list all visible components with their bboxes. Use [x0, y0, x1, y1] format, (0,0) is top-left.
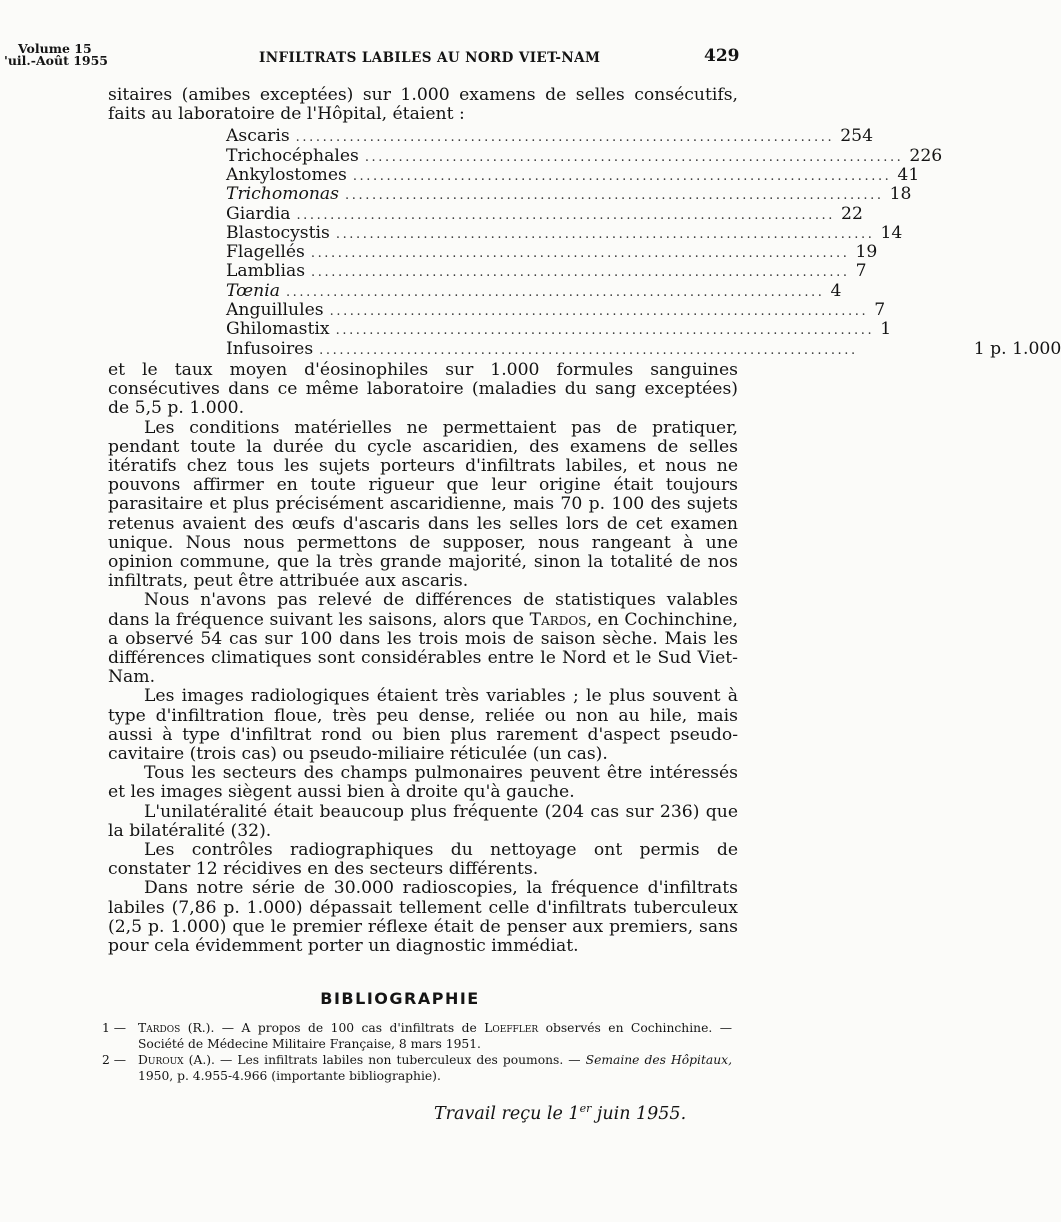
bib-name2: Loeffler — [484, 1021, 539, 1035]
paragraph-images: Les images radiologiques étaient très variables ; le plus souvent à type d'infiltration floue, très peu dense, reliée ou non au hile, mais aussi à type d'infiltrat rond ou bien plus rarement d'aspect pseudo-cavitaire (trois cas) ou pseudo-miliaire réticulée (un cas). — [108, 686, 738, 765]
leader-dots: ................................................................................ — [296, 207, 836, 223]
parasite-row — [226, 184, 912, 205]
parasite-count: 4 — [830, 280, 842, 301]
leader-dots: ................................................................................ — [311, 265, 850, 281]
bib-rest: 1950, p. 4.955-4.966 (importante bibliographie). — [138, 1069, 441, 1083]
leader-dots: ................................................................................ — [352, 169, 892, 184]
parasite-name: Trichomonas — [226, 184, 340, 205]
parasite-row — [226, 338, 1061, 359]
parasite-count: 7 — [855, 261, 867, 282]
paragraph-saisons — [108, 591, 738, 687]
bib-author: Tardos — [138, 1021, 181, 1035]
bib-initial: (A.). — Les infiltrats labiles non tuberculeux des poumons. — — [183, 1053, 586, 1067]
paragraph-eosinophiles: et le taux moyen d'éosinophiles sur 1.000 formules sanguines consécutives dans ce même laboratoire (maladies du sang exceptées) de 5,5 p. 1.000. — [108, 359, 738, 419]
season-author: Tardos — [529, 609, 587, 630]
parasite-row — [226, 203, 863, 224]
parasite-name: Blastocystis — [226, 222, 330, 243]
parasite-name: Trichocéphales — [226, 145, 359, 166]
bib-journal: Semaine des Hôpitaux, — [585, 1053, 732, 1067]
parasite-count: 254 — [840, 126, 874, 147]
bib-number: 1 — — [102, 1021, 127, 1035]
received-text: Travail reçu le 1 — [434, 1103, 580, 1124]
season-text-after: , en Cochinchine, a observé 54 cas sur 100 dans les trois mois de saison sèche. — [108, 609, 738, 649]
parasite-row — [226, 242, 878, 263]
article-body — [108, 85, 1061, 957]
running-title: INFILTRATS LABILES AU NORD VIET-NAM — [259, 50, 601, 66]
parasite-row — [226, 261, 867, 282]
parasite-row — [226, 300, 886, 321]
paragraph-controles: Les contrôles radiographiques du nettoyage ont permis de constater 12 récidives en des secteurs différents. — [108, 840, 738, 880]
leader-dots: ................................................................................ — [335, 226, 875, 242]
parasite-count: 18 — [889, 184, 912, 205]
parasite-name: Flagellés — [226, 242, 305, 263]
parasite-name: Giardia — [226, 203, 291, 224]
bibliography-title: BIBLIOGRAPHIE — [320, 989, 480, 1008]
leader-dots: ................................................................................ — [335, 323, 875, 339]
parasite-name: Ankylostomes — [226, 165, 347, 185]
parasite-name: Lamblias — [226, 261, 306, 282]
parasite-row — [226, 280, 842, 301]
bibliography-entry — [102, 1020, 732, 1052]
parasite-count: 19 — [855, 242, 878, 263]
bib-initial: (R.). — A propos de 100 cas d'infiltrats de — [180, 1021, 485, 1035]
leader-dots: ................................................................................ — [295, 130, 835, 146]
leader-dots: ................................................................................ — [345, 188, 884, 204]
parasite-row — [226, 126, 874, 147]
leader-dots: ................................................................................ — [319, 342, 858, 358]
leader-dots: ................................................................................ — [310, 246, 850, 262]
received-superscript: er — [579, 1102, 592, 1115]
parasite-count: 41 — [897, 165, 920, 185]
bib-author: Duroux — [138, 1053, 184, 1067]
paragraph-serie: Dans notre série de 30.000 radioscopies, la fréquence d'infiltrats labiles (7,86 p. 1.000) dépassait tellement celle d'infiltrats tuberculeux (2,5 p. 1.000) que le premier réflexe était de penser aux premiers, sans pour cela évidemment porter un diagnostic immédiat. — [108, 878, 738, 957]
volume-number: Volume 15 — [18, 41, 92, 56]
parasite-name: Infusoires — [226, 338, 314, 359]
leader-dots: ................................................................................ — [364, 149, 904, 165]
received-date-text: juin 1955. — [591, 1103, 687, 1124]
parasite-row — [226, 222, 903, 243]
parasite-count: 22 — [841, 203, 863, 224]
parasite-name: Ascaris — [226, 126, 290, 147]
parasite-count: 1 p. 1.000 — [973, 338, 1061, 359]
season-text-before: Nous n'avons pas relevé de différences de statistiques valables dans la fréquence suivant les saisons, alors que — [108, 590, 738, 630]
page-number: 429 — [704, 46, 740, 66]
bib-text — [138, 1052, 732, 1084]
season-text-climat: Mais les différences climatiques sont considérables entre le Nord et le Sud Viet-Nam. — [108, 628, 738, 688]
intro-paragraph: sitaires (amibes exceptées) sur 1.000 examens de selles consécutifs, faits au laboratoire de l'Hôpital, étaient : — [108, 85, 738, 125]
parasite-count: 226 — [909, 145, 943, 166]
parasite-row — [226, 319, 892, 340]
bib-number: 2 — — [102, 1053, 127, 1067]
parasite-count: 7 — [874, 300, 886, 321]
parasite-list — [226, 126, 1061, 359]
bibliography-entry — [102, 1052, 732, 1084]
volume-info — [4, 43, 108, 67]
paragraph-conditions: Les conditions matérielles ne permettaient pas de pratiquer, pendant toute la durée du cycle ascaridien, des examens de selles itératifs chez tous les sujets porteurs d'infiltrats labiles, et nous ne pouvons affirmer en toute rigueur que leur origine était toujours parasitaire et plus précisément ascaridienne, mais 70 p. 100 des sujets retenus avaient des œufs d'ascaris dans les selles lors de cet examen unique. Nous nous permettons de supposer, nous rangeant à une opinion commune, que la très grande majorité, sinon la totalité de nos infiltrats, peut être attribuée aux ascaris. — [108, 417, 738, 592]
parasite-count: 1 — [880, 319, 892, 340]
parasite-name: Tœnia — [226, 280, 280, 301]
parasite-count: 14 — [880, 222, 903, 243]
parasite-row — [226, 165, 920, 185]
bibliography — [102, 1020, 732, 1084]
parasite-name: Anguillules — [226, 300, 324, 321]
received-date — [434, 1102, 686, 1124]
leader-dots: ................................................................................ — [329, 304, 869, 320]
parasite-name: Ghilomastix — [226, 319, 330, 340]
leader-dots: ................................................................................ — [285, 284, 825, 300]
issue-date: 'uil.-Août 1955 — [4, 53, 108, 68]
paragraph-secteurs: Tous les secteurs des champs pulmonaires peuvent être intéressés et les images siègent aussi bien à droite qu'à gauche. — [108, 763, 738, 803]
bib-text — [138, 1020, 732, 1052]
parasite-row — [226, 145, 943, 166]
paragraph-unilateralite: L'unilatéralité était beaucoup plus fréquente (204 cas sur 236) que la bilatéralité (32). — [108, 801, 738, 841]
bib-rest: observés en Cochinchine. — Société de Médecine Militaire Française, 8 mars 1951. — [138, 1021, 732, 1051]
